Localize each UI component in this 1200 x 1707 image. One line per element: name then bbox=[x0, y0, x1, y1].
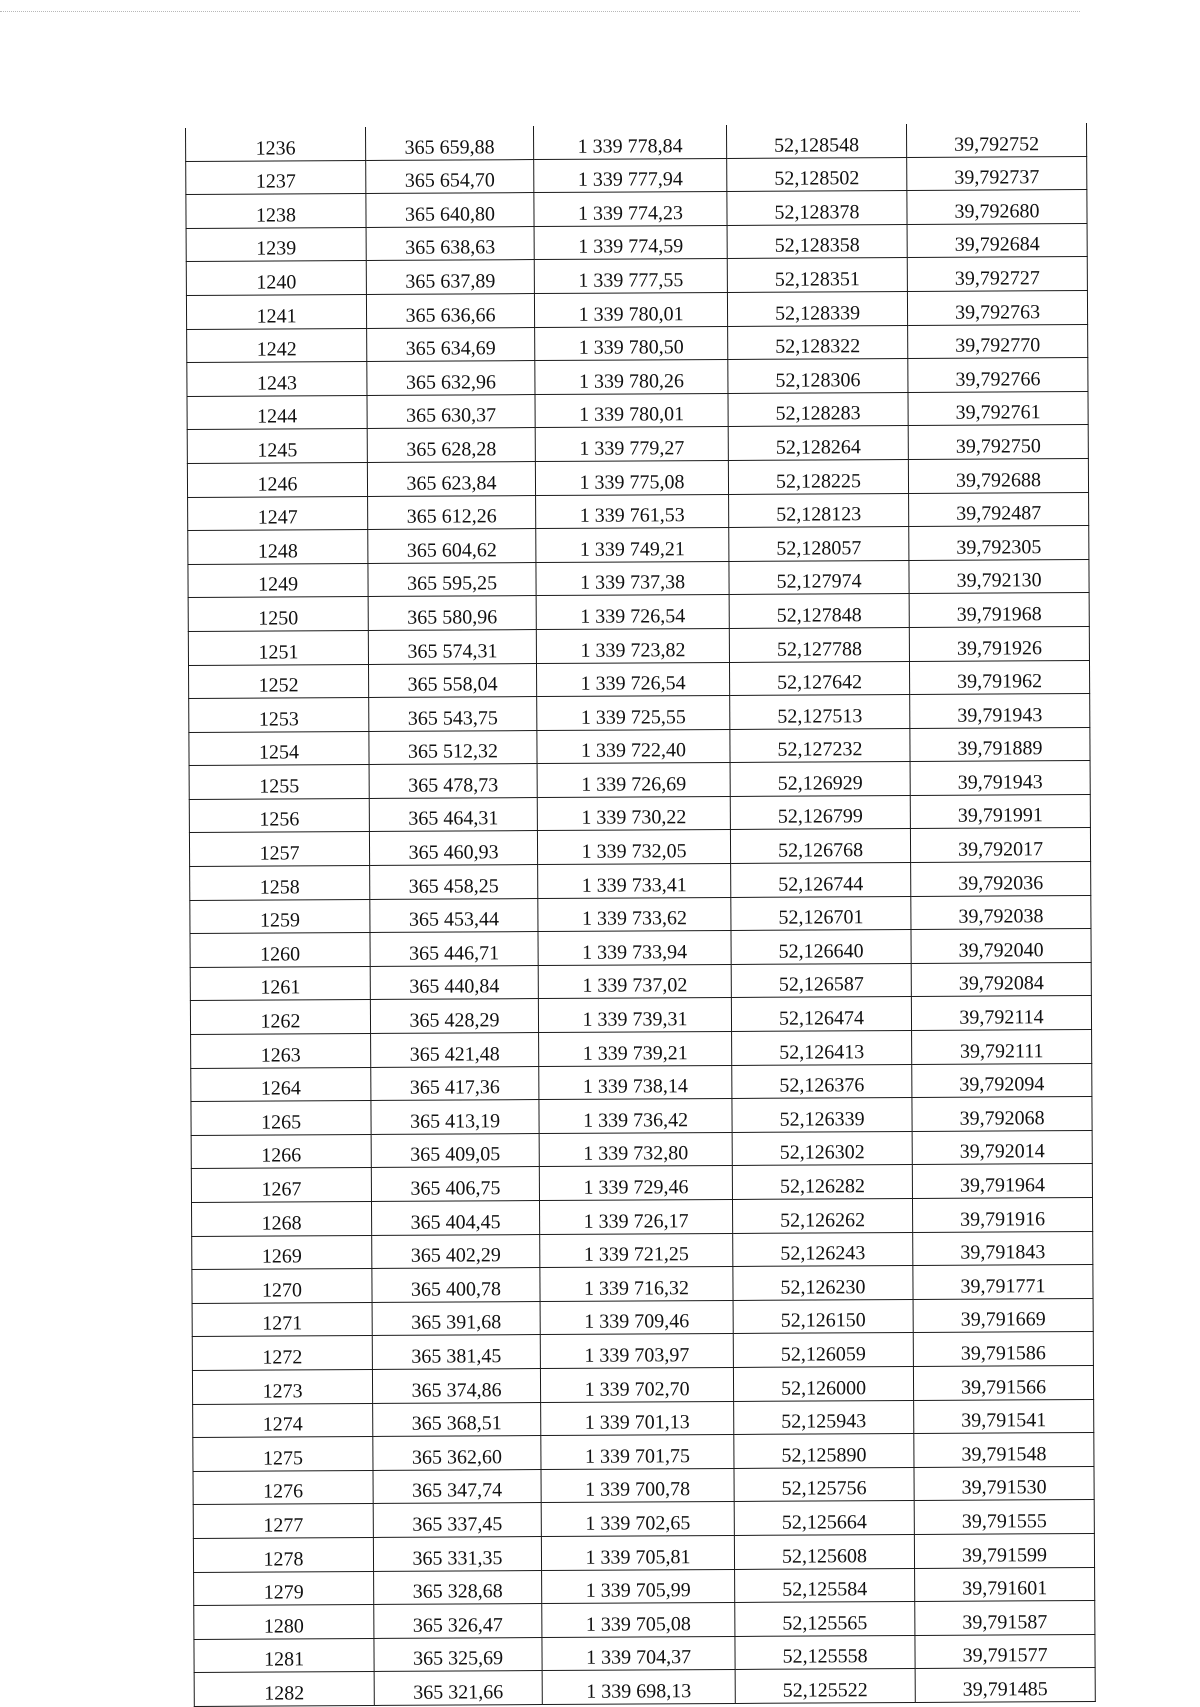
longitude-cell: 39,791968 bbox=[909, 593, 1089, 628]
table-row bbox=[190, 895, 1091, 934]
table-row bbox=[186, 223, 1087, 262]
y-coordinate-cell: 1 339 780,50 bbox=[535, 326, 728, 361]
table-row bbox=[191, 1029, 1092, 1068]
x-coordinate-cell: 365 331,35 bbox=[373, 1536, 541, 1571]
y-coordinate-cell: 1 339 737,02 bbox=[538, 964, 731, 999]
x-coordinate-cell: 365 446,71 bbox=[370, 932, 538, 967]
longitude-cell: 39,792750 bbox=[908, 425, 1088, 460]
point-number-cell: 1270 bbox=[192, 1269, 372, 1304]
latitude-cell: 52,127788 bbox=[729, 627, 909, 662]
x-coordinate-cell: 365 402,29 bbox=[372, 1234, 540, 1269]
longitude-cell: 39,792130 bbox=[909, 559, 1089, 594]
y-coordinate-cell: 1 339 777,94 bbox=[534, 158, 727, 193]
point-number-cell: 1263 bbox=[191, 1034, 371, 1069]
x-coordinate-cell: 365 558,04 bbox=[368, 663, 536, 698]
x-coordinate-cell: 365 421,48 bbox=[371, 1033, 539, 1068]
x-coordinate-cell: 365 634,69 bbox=[367, 327, 535, 362]
y-coordinate-cell: 1 339 780,26 bbox=[535, 360, 728, 395]
x-coordinate-cell: 365 368,51 bbox=[373, 1402, 541, 1437]
longitude-cell: 39,792014 bbox=[912, 1130, 1092, 1165]
y-coordinate-cell: 1 339 701,13 bbox=[541, 1401, 734, 1436]
point-number-cell: 1277 bbox=[193, 1504, 373, 1539]
table-row bbox=[189, 794, 1090, 833]
x-coordinate-cell: 365 428,29 bbox=[370, 999, 538, 1034]
table-row bbox=[194, 1601, 1095, 1640]
x-coordinate-cell: 365 347,74 bbox=[373, 1469, 541, 1504]
table-row bbox=[187, 425, 1088, 464]
table-row bbox=[186, 290, 1087, 329]
point-number-cell: 1276 bbox=[193, 1470, 373, 1505]
latitude-cell: 52,128225 bbox=[728, 459, 908, 494]
latitude-cell: 52,126059 bbox=[733, 1333, 913, 1368]
y-coordinate-cell: 1 339 722,40 bbox=[537, 729, 730, 764]
coordinates-table bbox=[185, 123, 1096, 1707]
longitude-cell: 39,792305 bbox=[909, 526, 1089, 561]
point-number-cell: 1257 bbox=[189, 832, 369, 867]
longitude-cell: 39,792487 bbox=[909, 492, 1089, 527]
x-coordinate-cell: 365 440,84 bbox=[370, 965, 538, 1000]
y-coordinate-cell: 1 339 701,75 bbox=[541, 1435, 734, 1470]
latitude-cell: 52,126768 bbox=[730, 829, 910, 864]
longitude-cell: 39,791530 bbox=[914, 1466, 1094, 1501]
x-coordinate-cell: 365 362,60 bbox=[373, 1436, 541, 1471]
table-row bbox=[191, 1164, 1092, 1203]
latitude-cell: 52,128283 bbox=[728, 392, 908, 427]
table-row bbox=[193, 1533, 1094, 1572]
x-coordinate-cell: 365 374,86 bbox=[372, 1369, 540, 1404]
x-coordinate-cell: 365 628,28 bbox=[367, 428, 535, 463]
y-coordinate-cell: 1 339 705,08 bbox=[542, 1603, 735, 1638]
longitude-cell: 39,792688 bbox=[908, 458, 1088, 493]
longitude-cell: 39,792111 bbox=[912, 1029, 1092, 1064]
latitude-cell: 52,127513 bbox=[730, 695, 910, 730]
table-row bbox=[188, 559, 1089, 598]
point-number-cell: 1239 bbox=[186, 227, 366, 262]
y-coordinate-cell: 1 339 732,80 bbox=[539, 1132, 732, 1167]
x-coordinate-cell: 365 409,05 bbox=[371, 1133, 539, 1168]
point-number-cell: 1262 bbox=[190, 1000, 370, 1035]
table-row bbox=[190, 962, 1091, 1001]
table-row bbox=[191, 1097, 1092, 1136]
y-coordinate-cell: 1 339 778,84 bbox=[533, 125, 726, 159]
longitude-cell: 39,791991 bbox=[910, 794, 1090, 829]
y-coordinate-cell: 1 339 709,46 bbox=[540, 1300, 733, 1335]
longitude-cell: 39,791555 bbox=[914, 1500, 1094, 1535]
y-coordinate-cell: 1 339 732,05 bbox=[537, 830, 730, 865]
x-coordinate-cell: 365 400,78 bbox=[372, 1268, 540, 1303]
point-number-cell: 1246 bbox=[187, 462, 367, 497]
latitude-cell: 52,126230 bbox=[733, 1266, 913, 1301]
y-coordinate-cell: 1 339 738,14 bbox=[539, 1065, 732, 1100]
point-number-cell: 1251 bbox=[188, 630, 368, 665]
point-number-cell: 1256 bbox=[189, 798, 369, 833]
latitude-cell: 52,128306 bbox=[728, 359, 908, 394]
point-number-cell: 1278 bbox=[193, 1537, 373, 1572]
latitude-cell: 52,128322 bbox=[728, 325, 908, 360]
y-coordinate-cell: 1 339 779,27 bbox=[535, 427, 728, 462]
table-row bbox=[194, 1634, 1095, 1673]
x-coordinate-cell: 365 453,44 bbox=[370, 898, 538, 933]
longitude-cell: 39,791485 bbox=[915, 1668, 1095, 1703]
longitude-cell: 39,792084 bbox=[911, 962, 1091, 997]
x-coordinate-cell: 365 638,63 bbox=[366, 226, 534, 261]
latitude-cell: 52,126587 bbox=[731, 963, 911, 998]
table-row bbox=[190, 862, 1091, 901]
x-coordinate-cell: 365 612,26 bbox=[368, 495, 536, 530]
coordinates-table-body bbox=[185, 123, 1095, 1706]
latitude-cell: 52,126376 bbox=[732, 1064, 912, 1099]
latitude-cell: 52,126339 bbox=[732, 1098, 912, 1133]
y-coordinate-cell: 1 339 736,42 bbox=[539, 1099, 732, 1134]
longitude-cell: 39,791566 bbox=[913, 1365, 1093, 1400]
longitude-cell: 39,791843 bbox=[913, 1231, 1093, 1266]
x-coordinate-cell: 365 636,66 bbox=[366, 294, 534, 329]
x-coordinate-cell: 365 630,37 bbox=[367, 394, 535, 429]
table-row bbox=[190, 929, 1091, 968]
y-coordinate-cell: 1 339 725,55 bbox=[537, 696, 730, 731]
longitude-cell: 39,791541 bbox=[914, 1399, 1094, 1434]
latitude-cell: 52,125890 bbox=[734, 1434, 914, 1469]
y-coordinate-cell: 1 339 726,54 bbox=[536, 662, 729, 697]
point-number-cell: 1248 bbox=[188, 530, 368, 565]
latitude-cell: 52,128548 bbox=[726, 124, 906, 158]
y-coordinate-cell: 1 339 733,62 bbox=[538, 897, 731, 932]
y-coordinate-cell: 1 339 730,22 bbox=[537, 796, 730, 831]
longitude-cell: 39,792770 bbox=[908, 324, 1088, 359]
table-row bbox=[187, 391, 1088, 430]
x-coordinate-cell: 365 654,70 bbox=[366, 159, 534, 194]
longitude-cell: 39,792763 bbox=[907, 290, 1087, 325]
latitude-cell: 52,126474 bbox=[731, 997, 911, 1032]
longitude-cell: 39,792068 bbox=[912, 1097, 1092, 1132]
latitude-cell: 52,126282 bbox=[732, 1165, 912, 1200]
table-row bbox=[189, 727, 1090, 766]
longitude-cell: 39,791599 bbox=[914, 1533, 1094, 1568]
x-coordinate-cell: 365 391,68 bbox=[372, 1301, 540, 1336]
latitude-cell: 52,125756 bbox=[734, 1467, 914, 1502]
point-number-cell: 1245 bbox=[187, 429, 367, 464]
point-number-cell: 1238 bbox=[186, 194, 366, 229]
table-row bbox=[193, 1399, 1094, 1438]
x-coordinate-cell: 365 478,73 bbox=[369, 764, 537, 799]
y-coordinate-cell: 1 339 775,08 bbox=[535, 460, 728, 495]
y-coordinate-cell: 1 339 702,70 bbox=[540, 1367, 733, 1402]
point-number-cell: 1280 bbox=[194, 1605, 374, 1640]
longitude-cell: 39,791601 bbox=[915, 1567, 1095, 1602]
x-coordinate-cell: 365 404,45 bbox=[371, 1201, 539, 1236]
point-number-cell: 1249 bbox=[188, 563, 368, 598]
latitude-cell: 52,127848 bbox=[729, 594, 909, 629]
table-row bbox=[188, 626, 1089, 665]
table-row bbox=[192, 1265, 1093, 1304]
table-row bbox=[191, 1063, 1092, 1102]
latitude-cell: 52,126262 bbox=[732, 1198, 912, 1233]
y-coordinate-cell: 1 339 726,17 bbox=[539, 1199, 732, 1234]
x-coordinate-cell: 365 637,89 bbox=[366, 260, 534, 295]
y-coordinate-cell: 1 339 780,01 bbox=[534, 292, 727, 327]
longitude-cell: 39,791889 bbox=[910, 727, 1090, 762]
table-row bbox=[194, 1567, 1095, 1606]
longitude-cell: 39,791962 bbox=[909, 660, 1089, 695]
latitude-cell: 52,126413 bbox=[732, 1030, 912, 1065]
latitude-cell: 52,126000 bbox=[733, 1366, 913, 1401]
point-number-cell: 1272 bbox=[192, 1336, 372, 1371]
latitude-cell: 52,125943 bbox=[734, 1400, 914, 1435]
y-coordinate-cell: 1 339 700,78 bbox=[541, 1468, 734, 1503]
y-coordinate-cell: 1 339 705,81 bbox=[541, 1535, 734, 1570]
point-number-cell: 1271 bbox=[192, 1302, 372, 1337]
point-number-cell: 1243 bbox=[187, 362, 367, 397]
table-row bbox=[189, 828, 1090, 867]
longitude-cell: 39,791771 bbox=[913, 1265, 1093, 1300]
y-coordinate-cell: 1 339 726,69 bbox=[537, 763, 730, 798]
x-coordinate-cell: 365 574,31 bbox=[368, 629, 536, 664]
point-number-cell: 1281 bbox=[194, 1638, 374, 1673]
table-row bbox=[193, 1433, 1094, 1472]
longitude-cell: 39,792094 bbox=[912, 1063, 1092, 1098]
y-coordinate-cell: 1 339 739,21 bbox=[539, 1031, 732, 1066]
point-number-cell: 1268 bbox=[192, 1201, 372, 1236]
table-row bbox=[188, 492, 1089, 531]
x-coordinate-cell: 365 460,93 bbox=[369, 831, 537, 866]
latitude-cell: 52,125558 bbox=[735, 1635, 915, 1670]
table-row bbox=[192, 1365, 1093, 1404]
y-coordinate-cell: 1 339 737,38 bbox=[536, 561, 729, 596]
latitude-cell: 52,126243 bbox=[733, 1232, 913, 1267]
longitude-cell: 39,791943 bbox=[910, 761, 1090, 796]
table-row bbox=[192, 1197, 1093, 1236]
point-number-cell: 1269 bbox=[192, 1235, 372, 1270]
x-coordinate-cell: 365 595,25 bbox=[368, 562, 536, 597]
y-coordinate-cell: 1 339 749,21 bbox=[536, 528, 729, 563]
table-row bbox=[187, 358, 1088, 397]
y-coordinate-cell: 1 339 726,54 bbox=[536, 595, 729, 630]
point-number-cell: 1267 bbox=[191, 1168, 371, 1203]
table-row bbox=[188, 660, 1089, 699]
latitude-cell: 52,126302 bbox=[732, 1131, 912, 1166]
latitude-cell: 52,128502 bbox=[727, 157, 907, 192]
table-row bbox=[193, 1500, 1094, 1539]
latitude-cell: 52,126150 bbox=[733, 1299, 913, 1334]
longitude-cell: 39,792737 bbox=[907, 156, 1087, 191]
point-number-cell: 1259 bbox=[190, 899, 370, 934]
longitude-cell: 39,791669 bbox=[913, 1298, 1093, 1333]
table-row bbox=[189, 761, 1090, 800]
y-coordinate-cell: 1 339 739,31 bbox=[538, 998, 731, 1033]
x-coordinate-cell: 365 413,19 bbox=[371, 1100, 539, 1135]
latitude-cell: 52,127974 bbox=[729, 560, 909, 595]
longitude-cell: 39,792114 bbox=[911, 996, 1091, 1031]
point-number-cell: 1264 bbox=[191, 1067, 371, 1102]
y-coordinate-cell: 1 339 729,46 bbox=[539, 1166, 732, 1201]
latitude-cell: 52,125522 bbox=[735, 1669, 915, 1704]
y-coordinate-cell: 1 339 723,82 bbox=[536, 628, 729, 663]
latitude-cell: 52,126640 bbox=[731, 930, 911, 965]
x-coordinate-cell: 365 512,32 bbox=[369, 730, 537, 765]
longitude-cell: 39,792727 bbox=[907, 257, 1087, 292]
longitude-cell: 39,791964 bbox=[912, 1164, 1092, 1199]
longitude-cell: 39,792680 bbox=[907, 190, 1087, 225]
latitude-cell: 52,128264 bbox=[728, 426, 908, 461]
table-row bbox=[189, 694, 1090, 733]
point-number-cell: 1266 bbox=[191, 1134, 371, 1169]
point-number-cell: 1242 bbox=[187, 328, 367, 363]
y-coordinate-cell: 1 339 780,01 bbox=[535, 393, 728, 428]
y-coordinate-cell: 1 339 761,53 bbox=[536, 494, 729, 529]
x-coordinate-cell: 365 325,69 bbox=[374, 1637, 542, 1672]
point-number-cell: 1240 bbox=[186, 261, 366, 296]
longitude-cell: 39,791577 bbox=[915, 1634, 1095, 1669]
longitude-cell: 39,792684 bbox=[907, 223, 1087, 258]
longitude-cell: 39,792017 bbox=[910, 828, 1090, 863]
point-number-cell: 1274 bbox=[193, 1403, 373, 1438]
x-coordinate-cell: 365 640,80 bbox=[366, 193, 534, 228]
latitude-cell: 52,125664 bbox=[734, 1501, 914, 1536]
x-coordinate-cell: 365 328,68 bbox=[374, 1570, 542, 1605]
point-number-cell: 1241 bbox=[186, 294, 366, 329]
latitude-cell: 52,126799 bbox=[730, 795, 910, 830]
longitude-cell: 39,792766 bbox=[908, 358, 1088, 393]
table-row bbox=[186, 257, 1087, 296]
point-number-cell: 1250 bbox=[188, 597, 368, 632]
latitude-cell: 52,125608 bbox=[734, 1534, 914, 1569]
latitude-cell: 52,128057 bbox=[729, 527, 909, 562]
point-number-cell: 1247 bbox=[188, 496, 368, 531]
y-coordinate-cell: 1 339 703,97 bbox=[540, 1334, 733, 1369]
y-coordinate-cell: 1 339 705,99 bbox=[542, 1569, 735, 1604]
longitude-cell: 39,791916 bbox=[912, 1197, 1092, 1232]
x-coordinate-cell: 365 458,25 bbox=[370, 865, 538, 900]
table-row bbox=[192, 1298, 1093, 1337]
longitude-cell: 39,792040 bbox=[911, 929, 1091, 964]
latitude-cell: 52,128351 bbox=[727, 258, 907, 293]
latitude-cell: 52,127232 bbox=[730, 728, 910, 763]
longitude-cell: 39,791548 bbox=[914, 1433, 1094, 1468]
table-row bbox=[188, 593, 1089, 632]
y-coordinate-cell: 1 339 733,41 bbox=[538, 864, 731, 899]
x-coordinate-cell: 365 623,84 bbox=[367, 461, 535, 496]
longitude-cell: 39,791926 bbox=[909, 626, 1089, 661]
latitude-cell: 52,126744 bbox=[731, 863, 911, 898]
x-coordinate-cell: 365 632,96 bbox=[367, 361, 535, 396]
table-row bbox=[194, 1668, 1095, 1707]
table-row bbox=[188, 526, 1089, 565]
latitude-cell: 52,128358 bbox=[727, 224, 907, 259]
latitude-cell: 52,125584 bbox=[735, 1568, 915, 1603]
point-number-cell: 1255 bbox=[189, 765, 369, 800]
y-coordinate-cell: 1 339 774,59 bbox=[534, 225, 727, 260]
point-number-cell: 1273 bbox=[192, 1369, 372, 1404]
y-coordinate-cell: 1 339 721,25 bbox=[540, 1233, 733, 1268]
table-row bbox=[192, 1332, 1093, 1371]
x-coordinate-cell: 365 326,47 bbox=[374, 1604, 542, 1639]
y-coordinate-cell: 1 339 774,23 bbox=[534, 192, 727, 227]
x-coordinate-cell: 365 543,75 bbox=[369, 697, 537, 732]
point-number-cell: 1261 bbox=[190, 966, 370, 1001]
table-row bbox=[193, 1466, 1094, 1505]
point-number-cell: 1265 bbox=[191, 1101, 371, 1136]
y-coordinate-cell: 1 339 702,65 bbox=[541, 1502, 734, 1537]
point-number-cell: 1282 bbox=[194, 1672, 374, 1707]
x-coordinate-cell: 365 406,75 bbox=[371, 1167, 539, 1202]
table-row bbox=[191, 1130, 1092, 1169]
point-number-cell: 1253 bbox=[189, 698, 369, 733]
point-number-cell: 1254 bbox=[189, 731, 369, 766]
scan-top-edge-line bbox=[0, 11, 1080, 12]
longitude-cell: 39,792752 bbox=[906, 123, 1086, 157]
table-row bbox=[187, 324, 1088, 363]
longitude-cell: 39,792038 bbox=[911, 895, 1091, 930]
longitude-cell: 39,791943 bbox=[910, 694, 1090, 729]
point-number-cell: 1237 bbox=[186, 160, 366, 195]
x-coordinate-cell: 365 417,36 bbox=[371, 1066, 539, 1101]
x-coordinate-cell: 365 604,62 bbox=[368, 529, 536, 564]
point-number-cell: 1252 bbox=[188, 664, 368, 699]
point-number-cell: 1260 bbox=[190, 933, 370, 968]
point-number-cell: 1258 bbox=[190, 866, 370, 901]
point-number-cell: 1279 bbox=[194, 1571, 374, 1606]
point-number-cell: 1244 bbox=[187, 395, 367, 430]
x-coordinate-cell: 365 321,66 bbox=[374, 1671, 542, 1706]
latitude-cell: 52,128378 bbox=[727, 191, 907, 226]
latitude-cell: 52,125565 bbox=[735, 1602, 915, 1637]
x-coordinate-cell: 365 381,45 bbox=[372, 1335, 540, 1370]
x-coordinate-cell: 365 337,45 bbox=[373, 1503, 541, 1538]
y-coordinate-cell: 1 339 716,32 bbox=[540, 1267, 733, 1302]
y-coordinate-cell: 1 339 733,94 bbox=[538, 931, 731, 966]
x-coordinate-cell: 365 659,88 bbox=[365, 126, 533, 160]
y-coordinate-cell: 1 339 698,13 bbox=[542, 1670, 735, 1705]
point-number-cell: 1236 bbox=[185, 127, 365, 161]
y-coordinate-cell: 1 339 777,55 bbox=[534, 259, 727, 294]
longitude-cell: 39,791586 bbox=[913, 1332, 1093, 1367]
y-coordinate-cell: 1 339 704,37 bbox=[542, 1636, 735, 1671]
table-row bbox=[186, 190, 1087, 229]
latitude-cell: 52,128339 bbox=[727, 291, 907, 326]
point-number-cell: 1275 bbox=[193, 1437, 373, 1472]
table-row bbox=[186, 156, 1087, 195]
latitude-cell: 52,126701 bbox=[731, 896, 911, 931]
table-row bbox=[190, 996, 1091, 1035]
longitude-cell: 39,792036 bbox=[911, 862, 1091, 897]
table-row bbox=[185, 123, 1086, 161]
x-coordinate-cell: 365 464,31 bbox=[369, 797, 537, 832]
latitude-cell: 52,127642 bbox=[729, 661, 909, 696]
x-coordinate-cell: 365 580,96 bbox=[368, 596, 536, 631]
longitude-cell: 39,791587 bbox=[915, 1601, 1095, 1636]
table-row bbox=[187, 458, 1088, 497]
latitude-cell: 52,128123 bbox=[729, 493, 909, 528]
table-row bbox=[192, 1231, 1093, 1270]
longitude-cell: 39,792761 bbox=[908, 391, 1088, 426]
latitude-cell: 52,126929 bbox=[730, 762, 910, 797]
